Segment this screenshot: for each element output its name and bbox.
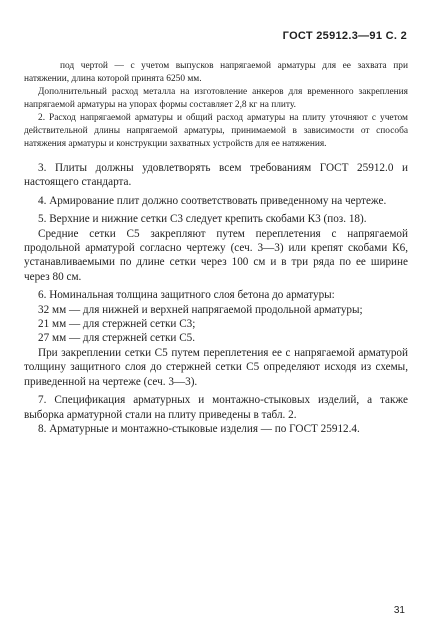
note-2: 2. Расход напрягаемой арматуры и общий расход арматуры на плиту уточняют с учетом действительной длины напрягаемой арматуры, принимаемой в зависимости от способа натяжения арматуры и конструкции захватных устройств для ее натяжения. — [24, 113, 408, 149]
paragraph-4: 4. Армирование плит должно соответствовать приведенному на чертеже. — [38, 194, 387, 207]
paragraph-8: 8. Арматурные и монтажно-стыковые изделия — по ГОСТ 25912.4. — [38, 422, 360, 435]
main-text — [24, 161, 408, 440]
page-number: 31 — [393, 605, 405, 616]
paragraph-6-mesh-c5-fixing: При закреплении сетки С5 путем переплетения ее с напрягаемой арматурой толщину защитного слоя до стержней сетки С5 определяют исходя из схемы, приведенной на чертеже (сеч. 3—3). — [24, 346, 408, 388]
paragraph-6: 6. Номинальная толщина защитного слоя бетона до арматуры: — [38, 289, 335, 302]
paragraph-6-item-27mm: 27 мм — для стержней сетки С5. — [38, 332, 196, 345]
paragraph-5: 5. Верхние и нижние сетки С3 следует крепить скобами К3 (поз. 18). — [38, 213, 367, 226]
table-notes — [24, 60, 408, 150]
paragraph-6-item-32mm: 32 мм — для нижней и верхней напрягаемой продольной арматуры; — [38, 303, 363, 316]
paragraph-5-mesh-c5: Средние сетки С5 закрепляют путем переплетения с напрягаемой продольной арматурой согласно чертежу (сеч. 3—3) или крепят скобами К6, устанавливаемыми по длине сетки через 100 см и в три ряда по ее ширине через 80 см. — [24, 227, 408, 283]
page-header: ГОСТ 25912.3—91 С. 2 — [282, 30, 407, 42]
note-continuation: под чертой — с учетом выпусков напрягаемой арматуры для ее захвата при натяжении, длина которой принята 6250 мм. — [24, 61, 408, 84]
paragraph-7: 7. Спецификация арматурных и монтажно-стыковых изделий, а также выборка арматурной стали на плиту приведены в табл. 2. — [24, 394, 408, 421]
note-additional-metal: Дополнительный расход металла на изготовление анкеров для временного закрепления напрягаемой арматуры на упорах формы составляет 2,8 кг на плиту. — [24, 87, 408, 110]
paragraph-6-item-21mm: 21 мм — для стержней сетки С3; — [38, 318, 196, 331]
paragraph-3: 3. Плиты должны удовлетворять всем требованиям ГОСТ 25912.0 и настоящего стандарта. — [24, 162, 408, 189]
